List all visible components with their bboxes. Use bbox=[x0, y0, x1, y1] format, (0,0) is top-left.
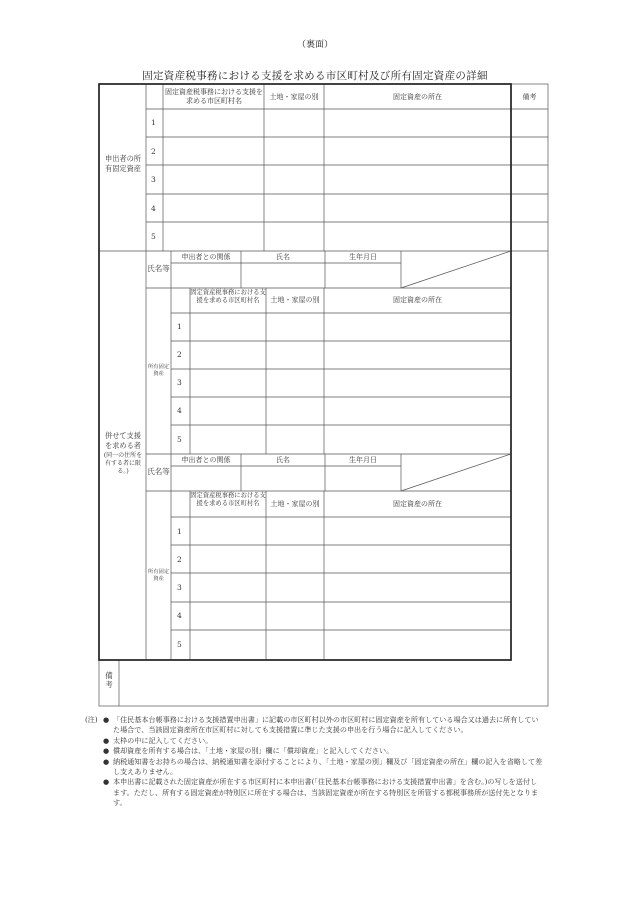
note-item bbox=[93, 757, 543, 778]
bullet-icon: ● bbox=[103, 777, 110, 787]
note-item bbox=[93, 746, 543, 756]
note-item bbox=[93, 777, 543, 808]
person-name-row-label: 氏名等 bbox=[147, 467, 170, 476]
owned-assets-label: 所有固定資産 bbox=[147, 569, 170, 582]
note-item bbox=[85, 715, 543, 736]
sub-header-municipality: 固定資産税事務における支援を求める市区町村名 bbox=[190, 289, 266, 304]
sub-header-location: 固定資産の所在 bbox=[393, 500, 442, 508]
header-land-building: 土地・家屋の別 bbox=[269, 93, 319, 101]
row-number: 4 bbox=[151, 204, 156, 213]
person-name-label: 氏名 bbox=[276, 456, 290, 464]
owned-assets-label: 所有固定資産 bbox=[147, 364, 170, 377]
bullet-icon: ● bbox=[103, 715, 110, 724]
sub-header-municipality: 固定資産税事務における支援を求める市区町村名 bbox=[190, 492, 266, 507]
person-name-row-label: 氏名等 bbox=[147, 264, 170, 273]
row-number: 5 bbox=[177, 640, 182, 649]
row-number: 5 bbox=[151, 232, 156, 241]
notes bbox=[85, 715, 543, 809]
note-text: 納税通知書をお持ちの場合は、納税通知書を添付することにより、「土地・家屋の別」欄及び「固定資産の所在」欄の記入を省略して差し支えありません。 bbox=[113, 756, 543, 777]
applicant-section-label: 申出者の所有固定資産 bbox=[105, 154, 141, 173]
row-number: 4 bbox=[177, 611, 182, 620]
note-text: 「住民基本台帳事務における支援措置申出書」に記載の市区町村以外の市区町村に固定資産を所有している場合又は過去に所有していた場合で、当該固定資産所在市区町村に対しても支援措置に準じた支援の申出を行う場合に記入してください。 bbox=[113, 715, 539, 735]
row-number: 2 bbox=[177, 350, 182, 359]
row-number: 1 bbox=[151, 118, 156, 127]
note-text: 太枠の中に記入してください。 bbox=[113, 735, 213, 745]
bullet-icon: ● bbox=[103, 746, 110, 756]
notes-mark: (注) bbox=[85, 715, 98, 724]
note-item bbox=[93, 736, 543, 746]
row-number: 4 bbox=[177, 406, 182, 415]
person-relation-label: 申出者との関係 bbox=[181, 456, 231, 464]
row-number: 3 bbox=[177, 583, 182, 592]
person-relation-label: 申出者との関係 bbox=[181, 253, 231, 261]
bottom-remarks-label: 備考 bbox=[105, 671, 113, 689]
bullet-icon: ● bbox=[103, 756, 110, 766]
person-name-label: 氏名 bbox=[276, 253, 290, 261]
header-remarks: 備考 bbox=[522, 93, 537, 101]
row-number: 2 bbox=[177, 555, 182, 564]
sub-header-location: 固定資産の所在 bbox=[393, 296, 442, 304]
side-mark: （裏面） bbox=[296, 40, 333, 50]
header-location: 固定資産の所在 bbox=[393, 93, 442, 101]
form-title: 固定資産税事務における支援を求める市区町村及び所有固定資産の詳細 bbox=[142, 70, 488, 82]
person-birth-label: 生年月日 bbox=[349, 456, 377, 464]
row-number: 2 bbox=[151, 147, 156, 156]
row-number: 3 bbox=[151, 175, 156, 184]
row-number: 1 bbox=[177, 527, 182, 536]
joint-section-note: (同一の住所を有する者に限る。) bbox=[103, 452, 143, 475]
note-text: 本申出書に記載された固定資産が所在する市区町村に本申出書(「住民基本台帳事務における支援措置申出書」を含む。)の写しを送付します。ただし、所有する固定資産が特別区に所在する場合は、当該固定資産が所在する特別区を所管する都税事務所が送付先となります。 bbox=[113, 777, 539, 808]
row-number: 5 bbox=[177, 435, 182, 444]
note-text: 償却資産を所有する場合は、「土地・家屋の別」欄に「償却資産」と記入してください。 bbox=[113, 746, 394, 756]
sub-header-land-building: 土地・家屋の別 bbox=[270, 296, 320, 304]
row-number: 1 bbox=[177, 322, 182, 331]
person-birth-label: 生年月日 bbox=[349, 253, 377, 261]
row-number: 3 bbox=[177, 378, 182, 387]
joint-section-label: 併せて支援を求める者 bbox=[105, 431, 141, 450]
bullet-icon: ● bbox=[103, 735, 110, 745]
header-municipality: 固定資産税事務における支援を求める市区町村名 bbox=[165, 88, 263, 105]
sub-header-land-building: 土地・家屋の別 bbox=[270, 500, 320, 508]
